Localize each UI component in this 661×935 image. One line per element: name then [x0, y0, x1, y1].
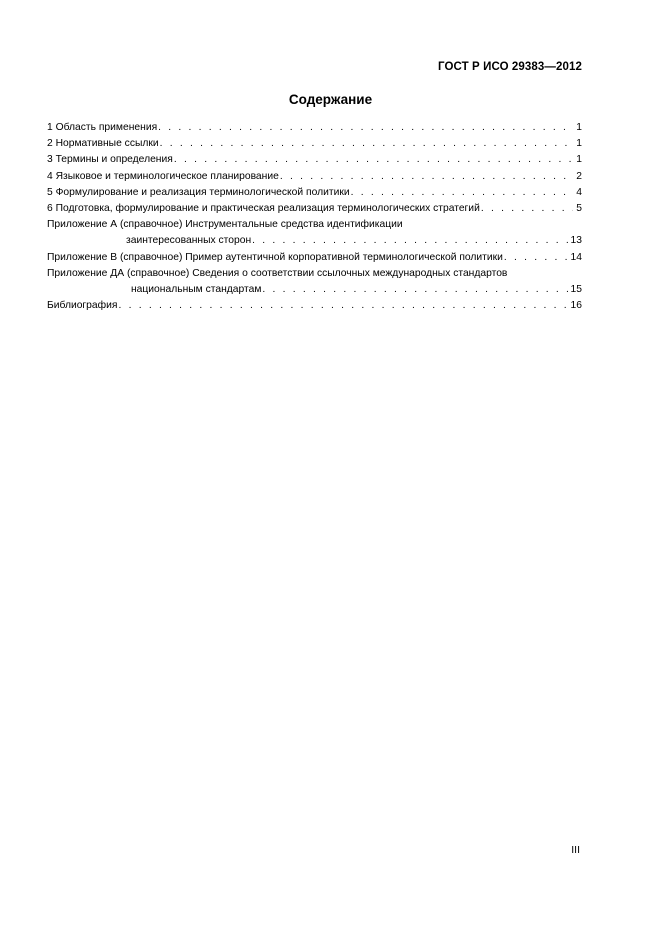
dot-leader: [118, 298, 567, 314]
toc-entry-page: 1: [576, 138, 582, 150]
dot-leader: [504, 250, 568, 266]
toc-entry-page: 4: [576, 186, 582, 198]
toc-entry-page: 15: [570, 284, 582, 296]
dot-leader: [280, 169, 573, 185]
toc-entry-terms-definitions[interactable]: [47, 152, 582, 168]
dot-leader: [160, 136, 574, 152]
toc-entry-language-planning[interactable]: [47, 169, 582, 185]
toc-entry-normative-references[interactable]: [47, 136, 582, 152]
toc-entry-annex-b[interactable]: [47, 250, 582, 266]
toc-entry-text-line2: национальным стандартам: [131, 284, 262, 296]
toc-title: Содержание: [288, 92, 373, 107]
dot-leader: [351, 185, 574, 201]
toc-entry-text: 3 Термины и определения: [47, 154, 173, 166]
toc-entry-annex-da[interactable]: [47, 266, 582, 298]
toc-entry-page: 14: [570, 251, 582, 263]
toc-entry-policy[interactable]: [47, 185, 582, 201]
toc-entry-text: 4 Языковое и терминологическое планирование: [47, 170, 279, 182]
toc-entry-text-line2: заинтересованных сторон: [126, 235, 252, 247]
toc-entry-page: 1: [576, 122, 582, 133]
toc-entry-annex-a[interactable]: [47, 217, 582, 249]
toc-entry-page: 13: [570, 235, 582, 247]
toc-entry-scope[interactable]: [47, 120, 582, 136]
toc-entry-text: Библиография: [47, 300, 118, 312]
toc-entry-page: 5: [576, 203, 582, 215]
toc-entry-text: Приложение В (справочное) Пример аутентичной корпоративной терминологической политики: [47, 251, 503, 263]
toc-entry-text: 5 Формулирование и реализация терминологической политики: [47, 186, 350, 198]
dot-leader: [252, 233, 567, 249]
toc-entry-bibliography[interactable]: [47, 298, 582, 314]
dot-leader: [262, 282, 567, 298]
table-of-contents: [47, 120, 582, 314]
standard-designation: ГОСТ Р ИСО 29383—2012: [437, 61, 582, 73]
toc-entry-text: 1 Область применения: [47, 122, 158, 133]
toc-entry-text: 6 Подготовка, формулирование и практическая реализация терминологических стратегий: [47, 203, 480, 215]
toc-entry-text: 2 Нормативные ссылки: [47, 138, 159, 150]
toc-entry-text-line1: Приложение А (справочное) Инструментальные средства идентификации: [47, 219, 403, 231]
toc-entry-strategies[interactable]: [47, 201, 582, 217]
toc-entry-page: 1: [576, 154, 582, 166]
dot-leader: [174, 152, 573, 168]
toc-entry-page: 2: [576, 170, 582, 182]
toc-entry-page: 16: [570, 300, 582, 312]
toc-entry-text-line1: Приложение ДА (справочное) Сведения о соответствии ссылочных международных стандартов: [47, 267, 508, 279]
dot-leader: [481, 201, 573, 217]
page-number: III: [571, 844, 580, 856]
dot-leader: [158, 120, 573, 136]
